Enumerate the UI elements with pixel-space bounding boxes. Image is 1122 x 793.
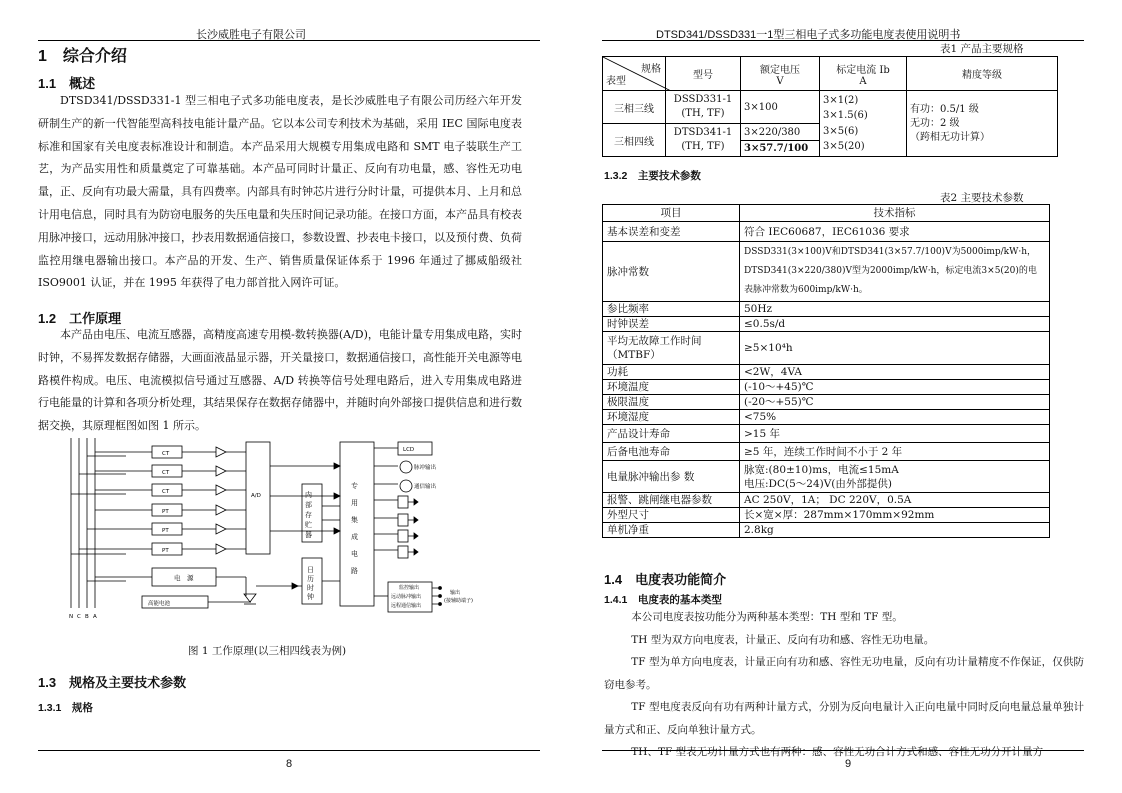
section-1-4-1-body	[604, 606, 1084, 764]
table-1-model-dtsd341: DTSD341-1 (TH, TF)	[666, 124, 741, 157]
table-2-item: 脉冲常数	[603, 242, 740, 302]
ct-label-1: CT	[162, 451, 170, 457]
left-header-rule	[38, 40, 540, 41]
asic-label: 专用集成电路	[351, 482, 358, 575]
ct-label-2: CT	[162, 470, 170, 476]
table-2-caption: 表2 主要技术参数	[940, 192, 1024, 204]
phase-label-c: C	[77, 614, 81, 620]
table-2-value: (-10～+45)℃	[740, 380, 1050, 395]
paragraph: TH 型为双方向电度表，计量正、反向有功和感、容性无功电量。	[631, 633, 935, 646]
table-1-type-3p3w: 三相三线	[603, 91, 666, 124]
table-1-header-current: 标定电流 Ib A	[820, 57, 907, 91]
table-2-item: 时钟误差	[603, 317, 740, 332]
working-principle-diagram	[66, 436, 496, 626]
table-2-item: 报警、跳闸继电器参数	[603, 493, 740, 508]
table-2-item: 参比频率	[603, 302, 740, 317]
table-1-currents: 3×1(2) 3×1.5(6) 3×5(6) 3×5(20)	[820, 91, 907, 157]
table-2-item: 功耗	[603, 365, 740, 380]
table-2-header-item: 项目	[603, 205, 740, 222]
table-2-value: <2W，4VA	[740, 365, 1050, 380]
table-1-header-accuracy: 精度等级	[907, 57, 1058, 91]
phase-label-b: B	[85, 614, 89, 620]
table-2-item: 环境温度	[603, 380, 740, 395]
table-1-header-voltage: 额定电压 V	[741, 57, 820, 91]
table-2-item: 基本误差和变差	[603, 222, 740, 242]
pt-label-3: PT	[162, 548, 169, 554]
right-page-header: DTSD341/DSSD331一1型三相电子式多功能电度表使用说明书	[656, 29, 961, 41]
table-2-value: 脉宽:(80±10)ms，电流≤15mA 电压:DC(5～24)V(由外部提供)	[740, 461, 1050, 493]
paragraph: TF 型为单方向电度表，计量正向有功和感、容性无功电量，反向有功计量精度不作保证，仅供防窃电参考。	[604, 656, 1084, 691]
section-1-4-1-title: 1.4.1 电度表的基本类型	[604, 594, 722, 606]
ad-label: A/D	[251, 493, 261, 499]
figure-1-caption: 图 1 工作原理(以三相四线表为例)	[188, 645, 347, 657]
table-2-item: 单机净重	[603, 523, 740, 538]
table-2-item: 环境湿度	[603, 410, 740, 425]
table-2-header-value: 技术指标	[740, 205, 1050, 222]
table-2-value: 50Hz	[740, 302, 1050, 317]
table-2-item: 电量脉冲输出参 数	[603, 461, 740, 493]
remote-comm-label: 远程通信输出	[391, 603, 422, 609]
section-1-4-title: 1.4 电度表功能简介	[604, 572, 727, 587]
pt-label-1: PT	[162, 509, 169, 515]
aux-terminal-label: (接辅助端子)	[444, 598, 473, 604]
table-2-value: ≥5 年，连续工作时间不小于 2 年	[740, 443, 1050, 461]
monitor-output-label: 监控输出	[399, 585, 420, 591]
section-1-3-2-title: 1.3.2 主要技术参数	[604, 170, 701, 182]
pt-label-2: PT	[162, 528, 169, 534]
table-2-value: AC 250V，1A； DC 220V，0.5A	[740, 493, 1050, 508]
section-1-2-title: 1.2 工作原理	[38, 311, 122, 326]
comm-port-icon	[400, 480, 412, 492]
table-1-caption: 表1 产品主要规格	[940, 43, 1024, 55]
pulse-output-label: 脉冲输出	[414, 465, 437, 471]
table-2-item: 平均无故障工作时间 （MTBF）	[603, 332, 740, 365]
spec-table	[602, 56, 1058, 157]
comm-output-label: 通信输出	[414, 484, 437, 490]
left-page-number: 8	[286, 758, 293, 770]
section-1-title: 1 综合介绍	[38, 48, 127, 65]
paragraph: 本公司电度表按功能分为两种基本类型：TH 型和 TF 型。	[631, 611, 903, 623]
table-2-value: ≥5×10⁴h	[740, 332, 1050, 365]
left-footer-rule	[38, 750, 540, 751]
table-2-value: ≤0.5s/d	[740, 317, 1050, 332]
phase-label-n: N	[69, 614, 74, 620]
table-1-corner: 规格 表型	[603, 57, 666, 91]
lcd-label: LCD	[403, 447, 415, 453]
paragraph: TH、TF 型表无功计量方式也有两种：感、容性无功合计方式和感、容性无功分开计量方	[631, 746, 1044, 758]
section-1-3-title: 1.3 规格及主要技术参数	[38, 675, 187, 690]
right-footer-rule	[602, 750, 1084, 751]
ct-label-3: CT	[162, 489, 170, 495]
backup-battery-label: 高能电池	[148, 601, 171, 607]
memory-label: 内部存贮器	[305, 491, 312, 539]
section-1-1-text: DTSD341/DSSD331-1 型三相电子式多功能电度表，是长沙威胜电子有限公司历经六年开发研制生产的新一代智能型高科技电能计量产品。它以本公司专利技术为基础，采用 IEC 国际电度表标准和国家有关电度表标准设计和制造。本产品采用大规模专用集成电路和 SMT 电子装联生产工艺，为产品实用性和质量奠定了可靠基础。本产品可同时计量正、反向有功电量，感、容性无功电量，正、反向有功最大需量，具有四费率。内部具有时钟芯片进行分时计量，可提供本月、上月和总计用电信息，同时具有为防窃电服务的失压电量和失压时间记录功能。在接口方面，本产品具有校表用脉冲接口，远动用脉冲接口，抄表用数据通信接口，参数设置、抄表电卡接口，以及预付费、负荷监控用继电器输出接口。本产品的开发、生产、销售质量保证体系于 1996 年通过了挪威船级社 ISO9001 认证，并在 1995 年获得了电力部首批入网许可证。	[38, 94, 522, 290]
table-2-value: 长×宽×厚：287mm×170mm×92mm	[740, 508, 1050, 523]
left-page-header: 长沙威胜电子有限公司	[196, 29, 306, 41]
table-2-value: 2.8kg	[740, 523, 1050, 538]
table-2-item: 产品设计寿命	[603, 425, 740, 443]
pulse-led-icon	[400, 461, 412, 473]
table-1-voltage-3p4w: 3×220/380 3×57.7/100	[741, 124, 820, 157]
aux-output-label: 输出	[450, 590, 461, 596]
section-1-3-1-title: 1.3.1 规格	[38, 702, 93, 714]
table-1-header-model: 型号	[666, 57, 741, 91]
tech-params-table	[602, 204, 1050, 538]
clock-label: 日历时钟	[307, 566, 314, 601]
section-1-1-title: 1.1 概述	[38, 76, 96, 91]
table-2-value: <75%	[740, 410, 1050, 425]
power-supply-label: 电 源	[174, 574, 194, 582]
section-1-2-text: 本产品由电压、电流互感器，高精度高速专用模-数转换器(A/D)，电能计量专用集成电路，实时时钟，不易挥发数据存储器，大画面液晶显示器，开关量接口，数据通信接口，高性能开关电源等电路模件构成。电压、电流模拟信号通过互感器、A/D 转换等信号处理电路后，进入专用集成电路进行电能量的计算和各项分析处理，其结果保存在数据存储器中，并随时向外部接口提供信息和进行数据交换，其原理框图如图 1 所示。	[38, 328, 522, 433]
table-1-type-3p4w: 三相四线	[603, 124, 666, 157]
table-2-item: 外型尺寸	[603, 508, 740, 523]
remote-pulse-label: 远动脉冲输出	[391, 594, 422, 600]
table-1-accuracy: 有功：0.5/1 级 无功：2 级 （跨相无功计算）	[907, 91, 1058, 157]
table-2-value: (-20～+55)℃	[740, 395, 1050, 410]
right-page-number: 9	[845, 758, 852, 770]
table-1-model-dssd331: DSSD331-1 (TH, TF)	[666, 91, 741, 124]
table-1-voltage-3x100: 3×100	[741, 91, 820, 124]
phase-label-a: A	[93, 614, 97, 620]
table-2-item: 极限温度	[603, 395, 740, 410]
table-2-value: 符合 IEC60687，IEC61036 要求	[740, 222, 1050, 242]
table-2-item: 后备电池寿命	[603, 443, 740, 461]
table-2-value: >15 年	[740, 425, 1050, 443]
paragraph: TF 型电度表反向有功有两种计量方式，分别为反向电量计入正向电量中同时反向电量总量单独计量方式和正、反向单独计量方式。	[604, 701, 1084, 736]
table-2-value: DSSD331(3×100)V和DTSD341(3×57.7/100)V为5000imp/kW·h，DTSD341(3×220/380)V型为2000imp/kW·h，标定电流3×5(20)的电表脉冲常数为600imp/kW·h。	[740, 242, 1050, 302]
